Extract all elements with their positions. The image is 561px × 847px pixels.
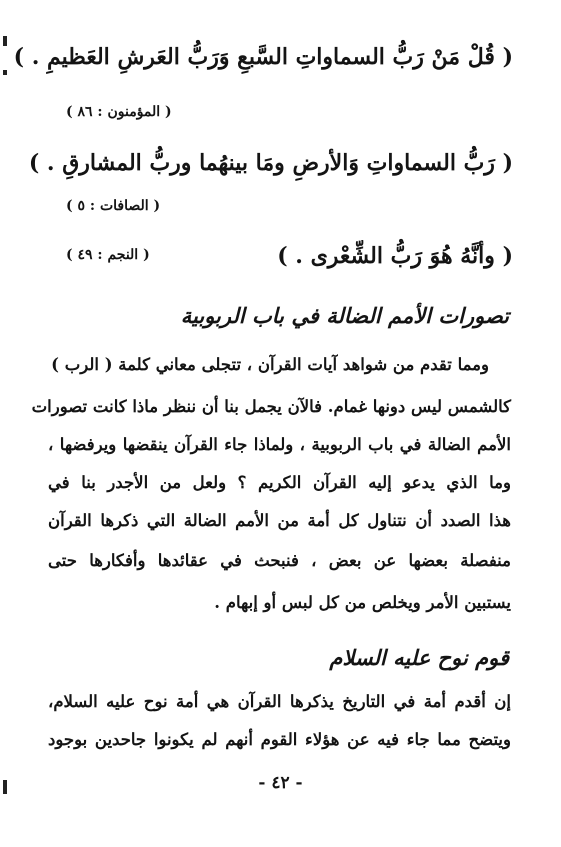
verse-reference: ( الصافات : ٥ ) [66, 198, 161, 214]
page-number: - ٤٢ - [258, 773, 303, 793]
section-heading: قوم نوح عليه السلام [329, 645, 509, 670]
scan-edge-mark [3, 36, 7, 46]
body-line: الأمم الضالة في باب الربوبية ، ولماذا جاء القرآن ينقضها ويرفضها ، [48, 435, 511, 454]
verse-reference: ( النجم : ٤٩ ) [66, 247, 150, 263]
scan-edge-mark [3, 70, 7, 75]
verse-text: ( قُلْ مَنْ رَبُّ السماواتِ السَّبعِ وَرَبُّ العَرشِ العَظيمِ . ) [13, 44, 513, 70]
verse-text: ( رَبُّ السماواتِ وَالأرضِ ومَا بينهُما وربُّ المشارقِ . ) [28, 150, 513, 176]
body-line: إن أقدم أمة في التاريخ يذكرها القرآن هي أمة نوح عليه السلام، [48, 692, 511, 711]
section-heading: تصورات الأمم الضالة في باب الربوبية [180, 303, 509, 328]
body-line: ويتضح مما جاء فيه عن هؤلاء القوم أنهم لم يكونوا جاحدين بوجود [48, 730, 511, 749]
verse-reference: ( المؤمنون : ٨٦ ) [66, 104, 172, 120]
body-line: منفصلة بعضها عن بعض ، فنبحث في عقائدها وأفكارها حتى [48, 551, 511, 570]
body-line: يستبين الأمر ويخلص من كل لبس أو إبهام . [214, 593, 511, 612]
verse-text: ( وأنَّهُ هُوَ رَبُّ الشِّعْرى . ) [277, 243, 513, 269]
body-line: ومما تقدم من شواهد آيات القرآن ، تتجلى معاني كلمة ( الرب ) [51, 355, 489, 374]
body-line: وما الذي يدعو إليه القرآن الكريم ؟ ولعل من الأجدر بنا في [48, 473, 511, 492]
body-line: هذا الصدد أن نتناول كل أمة من الأمم الضالة التي ذكرها القرآن [48, 511, 511, 530]
body-line: كالشمس ليس دونها غمام. فالآن يجمل بنا أن ننظر ماذا كانت تصورات [31, 397, 511, 416]
